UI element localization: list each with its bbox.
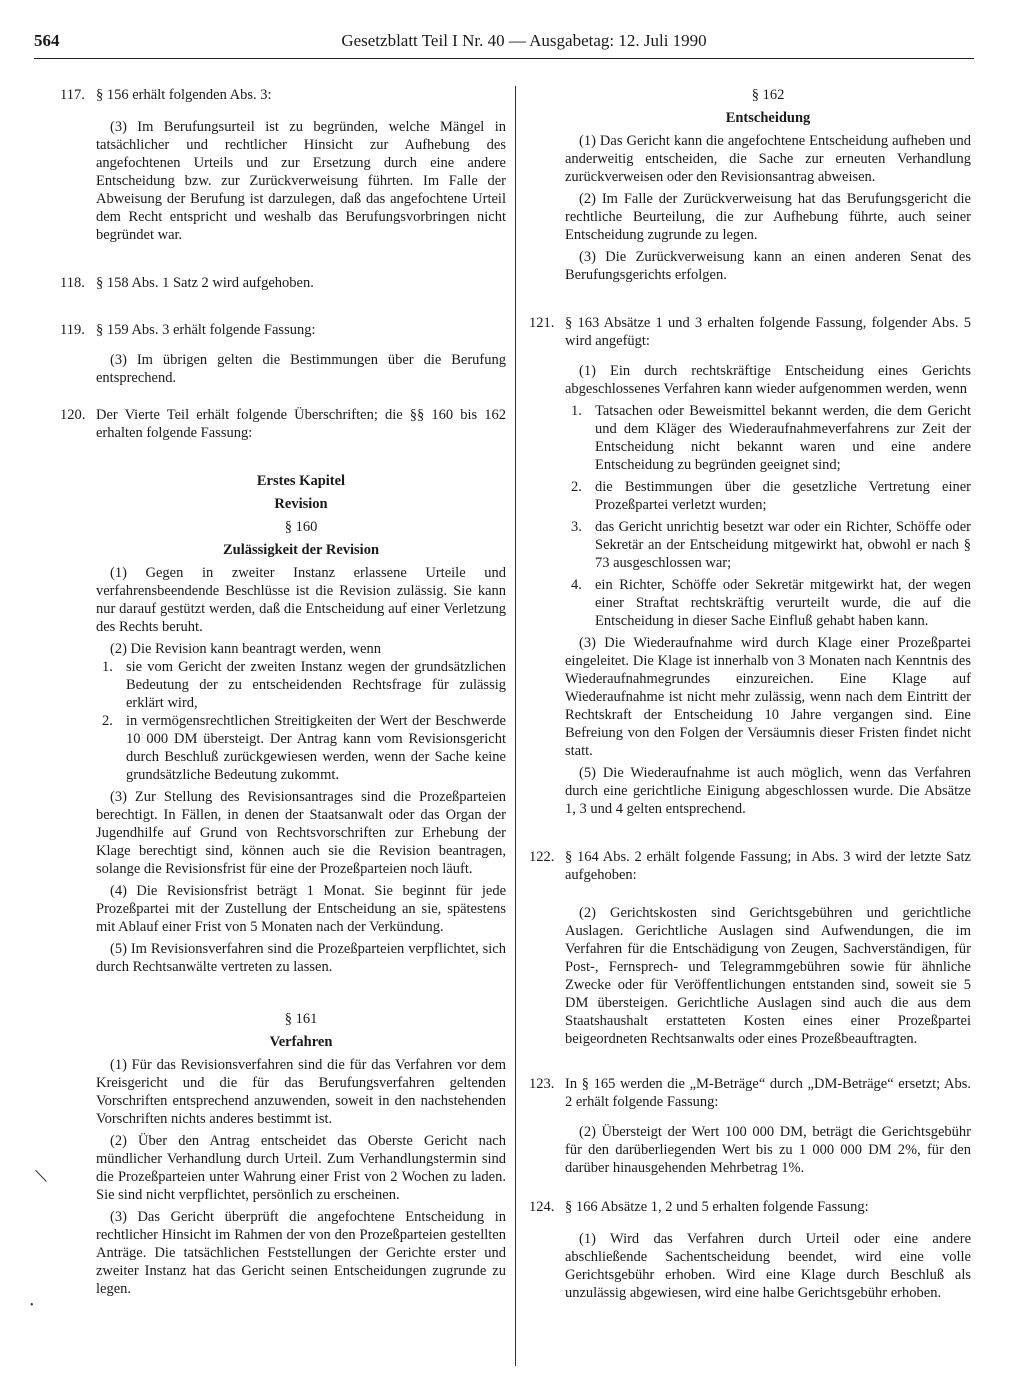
list-number: 3. (571, 519, 582, 535)
chapter-subtitle: Revision (274, 496, 328, 512)
item-intro: § 159 Abs. 3 erhält folgende Fassung: (96, 322, 316, 338)
list-number: 1. (102, 659, 113, 675)
paragraph: (5) Die Wiederaufnahme ist auch möglich, wenn das Verfahren durch eine gerichtliche Einigung abgeschlossen wurde. Die Absätze 1, 3 und 4 gelten entsprechend. (565, 765, 971, 817)
item-118 (60, 274, 506, 292)
item-124 (529, 1198, 971, 1216)
paragraph: (2) Übersteigt der Wert 100 000 DM, beträgt die Gerichtsgebühr für den darüberliegenden Wert bis zu 1 000 000 DM 2%, für den darüber hinausgehenden Mehrbetrag 1%. (565, 1124, 971, 1176)
item-intro: § 163 Absätze 1 und 3 erhalten folgende Fassung, folgender Abs. 5 wird angefügt: (565, 315, 971, 349)
item-121-body (529, 362, 971, 818)
list-text: die Bestimmungen über die gesetzliche Vertretung einer Prozeßpartei verletzt wurden; (595, 479, 971, 513)
list-text: in vermögensrechtlichen Streitigkeiten der Wert der Beschwerde 10 000 DM übersteigt. Der Antrag kann vom Revisionsgericht durch Beschluß zurückgewiesen werden, wenn der Sache keine grundsätzliche Bedeutung zukommt. (126, 713, 506, 783)
section-title: Verfahren (269, 1034, 333, 1050)
list-item (565, 478, 971, 514)
list-text: sie vom Gericht der zweiten Instanz wegen der grundsätzlichen Bedeutung der zu entscheidenden Rechtsfrage für zulässig erklärt wird, (126, 659, 506, 711)
item-119-body (60, 351, 506, 387)
paragraph: (2) Im Falle der Zurückverweisung hat das Berufungsgericht die rechtliche Beurteilung, die zur Aufhebung führte, auch seiner Entscheidung zugrunde zu legen. (565, 191, 971, 243)
header-rule (34, 58, 974, 59)
item-number: 121. (529, 315, 555, 331)
paragraph: (2) Die Revision kann beantragt werden, wenn (110, 641, 381, 657)
list-number: 4. (571, 577, 582, 593)
item-intro: In § 165 werden die „M-Beträge“ durch „DM-Beträge“ ersetzt; Abs. 2 erhält folgende Fassung: (565, 1076, 971, 1110)
right-column (529, 86, 971, 1302)
list-text: Tatsachen oder Beweismittel bekannt werden, die dem Gericht und dem Kläger des Wiederaufnahmeverfahrens zur Zeit der Entscheidung nicht bekannt waren und eine andere Entscheidung zu begründen geeignet sind; (595, 403, 971, 473)
item-122-body (529, 904, 971, 1048)
list-item (565, 518, 971, 572)
item-117 (60, 86, 506, 104)
item-intro: § 164 Abs. 2 erhält folgende Fassung; in Abs. 3 wird der letzte Satz aufgehoben: (565, 849, 971, 883)
list-number: 2. (102, 713, 113, 729)
item-number: 119. (60, 322, 85, 338)
section-162 (529, 86, 971, 284)
paragraph: (1) Gegen in zweiter Instanz erlassene Urteile und verfahrensbeendende Beschlüsse ist die Revision zulässig. Sie kann nur darauf gestützt werden, daß die Entscheidung auf einer Verletzung des Rechts beruht. (96, 565, 506, 635)
item-number: 124. (529, 1199, 555, 1215)
paragraph: (3) Die Zurückverweisung kann an einen anderen Senat des Berufungsgerichts erfolgen. (565, 249, 971, 283)
list-number: 1. (571, 403, 582, 419)
chapter-title: Erstes Kapitel (256, 473, 346, 489)
page-header (34, 31, 974, 61)
list-number: 2. (571, 479, 582, 495)
paragraph: (3) Im Berufungsurteil ist zu begründen, welche Mängel in tatsächlicher und rechtlicher Hinsicht zur Aufhebung des angefochtenen Urteils und zur Ersetzung durch eine andere Entscheidung bzw. zur Zurückverweisung führten. Im Falle der Abweisung der Berufung ist darzulegen, daß das angefochtene Urteil dem Recht entspricht und weshalb das Berufungsvorbringen nicht begründet war. (96, 119, 506, 243)
item-number: 118. (60, 275, 85, 291)
item-intro: Der Vierte Teil erhält folgende Überschriften; die §§ 160 bis 162 erhalten folgende Fassung: (96, 407, 506, 441)
paragraph: (3) Die Wiederaufnahme wird durch Klage einer Prozeßpartei eingeleitet. Die Klage ist innerhalb von 3 Monaten nach Kenntnis des Wiederaufnahmegrundes einzureichen. Eine Klage auf Wiederaufnahme ist nicht mehr zulässig, wenn nach dem Eintritt der Rechtskraft der Entscheidung 10 Jahre vergangen sind. Eine Befreiung von den Folgen der Versäumnis dieser Fristen findet nicht statt. (565, 635, 971, 759)
section-number: § 160 (284, 519, 318, 535)
paragraph: (1) Ein durch rechtskräftige Entscheidung eines Gerichts abgeschlossenes Verfahren kann wieder aufgenommen werden, wenn (565, 363, 971, 397)
list-item (96, 712, 506, 784)
item-number: 123. (529, 1076, 555, 1092)
list-item (96, 658, 506, 712)
section-number: § 162 (751, 87, 785, 103)
item-number: 120. (60, 407, 86, 423)
section-number: § 161 (284, 1011, 318, 1027)
item-intro: § 156 erhält folgenden Abs. 3: (96, 87, 272, 103)
item-number: 117. (60, 87, 85, 103)
paragraph: (5) Im Revisionsverfahren sind die Prozeßparteien verpflichtet, sich durch Rechtsanwälte vertreten zu lassen. (96, 941, 506, 975)
header-title: Gesetzblatt Teil I Nr. 40 — Ausgabetag: 12. Juli 1990 (341, 31, 707, 50)
item-121 (529, 314, 971, 350)
item-120-body (60, 472, 506, 1298)
paragraph: (3) Im übrigen gelten die Bestimmungen über die Berufung entsprechend. (96, 352, 506, 386)
item-120 (60, 406, 506, 442)
section-title: Entscheidung (725, 110, 811, 126)
item-intro: § 166 Absätze 1, 2 und 5 erhalten folgende Fassung: (565, 1199, 869, 1215)
item-123 (529, 1075, 971, 1111)
left-column (60, 86, 506, 1298)
item-123-body (529, 1123, 971, 1177)
item-intro: § 158 Abs. 1 Satz 2 wird aufgehoben. (96, 275, 314, 291)
column-divider (515, 86, 516, 1366)
list-item (565, 576, 971, 630)
section-title: Zulässigkeit der Revision (222, 542, 380, 558)
paragraph: (4) Die Revisionsfrist beträgt 1 Monat. Sie beginnt für jede Prozeßpartei mit der Zustellung der Entscheidung an sie, spätestens mit Ablauf einer Frist von 5 Monaten nach der Verkündung. (96, 883, 506, 935)
paragraph: (1) Das Gericht kann die angefochtene Entscheidung aufheben und anderweitig entscheiden, die Sache zur erneuten Verhandlung zurückverweisen oder den Revisionsantrag abweisen. (565, 133, 971, 185)
page-number: 564 (34, 31, 60, 50)
paragraph: (3) Zur Stellung des Revisionsantrages sind die Prozeßparteien berechtigt. In Fällen, in denen der Staatsanwalt oder das Organ der Jugendhilfe auf Grund von Rechtsvorschriften zur Erhebung der Klage berechtigt sind, können auch sie die Revision beantragen, solange die Revisionsfrist für eine der Prozeßparteien noch läuft. (96, 789, 506, 877)
item-124-body (529, 1230, 971, 1302)
item-117-body (60, 118, 506, 244)
item-number: 122. (529, 849, 555, 865)
paragraph: (2) Über den Antrag entscheidet das Oberste Gericht nach mündlicher Verhandlung durch Urteil. Zum Verhandlungstermin sind die Prozeßparteien unter Wahrung einer Frist von 2 Wochen zu laden. Sie sind nicht verpflichtet, persönlich zu erscheinen. (96, 1133, 506, 1203)
list-text: ein Richter, Schöffe oder Sekretär mitgewirkt hat, der wegen einer Straftat rechtskräftig verurteilt wurde, die auf die Entscheidung in dieser Sache Einfluß gehabt haben kann. (595, 577, 971, 629)
item-122 (529, 848, 971, 884)
paragraph: (1) Für das Revisionsverfahren sind die für das Verfahren vor dem Kreisgericht und die für das Berufungsverfahren geltenden Vorschriften entsprechend anzuwenden, soweit in den nachstehenden Vorschriften nichts anderes bestimmt ist. (96, 1057, 506, 1127)
list-item (565, 402, 971, 474)
scan-dot: • (30, 1300, 34, 1311)
paragraph: (3) Das Gericht überprüft die angefochtene Entscheidung in rechtlicher Hinsicht im Rahmen der von den Prozeßparteien gestellten Anträge. Die tatsächlichen Feststellungen der Gerichte erster und zweiter Instanz hat das Gericht seinen Entscheidungen zugrunde zu legen. (96, 1209, 506, 1297)
item-119 (60, 321, 506, 339)
scan-mark: \ (32, 1162, 49, 1189)
list-text: das Gericht unrichtig besetzt war oder ein Richter, Schöffe oder Sekretär an der Entscheidung mitgewirkt hat, obwohl er nach § 73 ausgeschlossen war; (595, 519, 971, 571)
paragraph: (2) Gerichtskosten sind Gerichtsgebühren und gerichtliche Auslagen. Gerichtliche Auslagen sind Aufwendungen, die im Verfahren für die Entschädigung von Zeugen, Sachverständigen, für Post-, Fernsprech- und Telegrammgebühren sowie für ähnliche Zwecke oder für Veröffentlichungen entstanden sind, soweit sie 5 DM übersteigen. Gerichtliche Auslagen sind auch die aus dem Staatshaushalt erstatteten Kosten eines einer Prozeßpartei beigeordneten Rechtsanwalts oder eines Prozeßbeauftragten. (565, 905, 971, 1047)
paragraph: (1) Wird das Verfahren durch Urteil oder eine andere abschließende Sachentscheidung beendet, wird eine volle Gerichtsgebühr erhoben. Wird eine Klage durch Beschluß als unzulässig abgewiesen, wird eine halbe Gerichtsgebühr erhoben. (565, 1231, 971, 1301)
